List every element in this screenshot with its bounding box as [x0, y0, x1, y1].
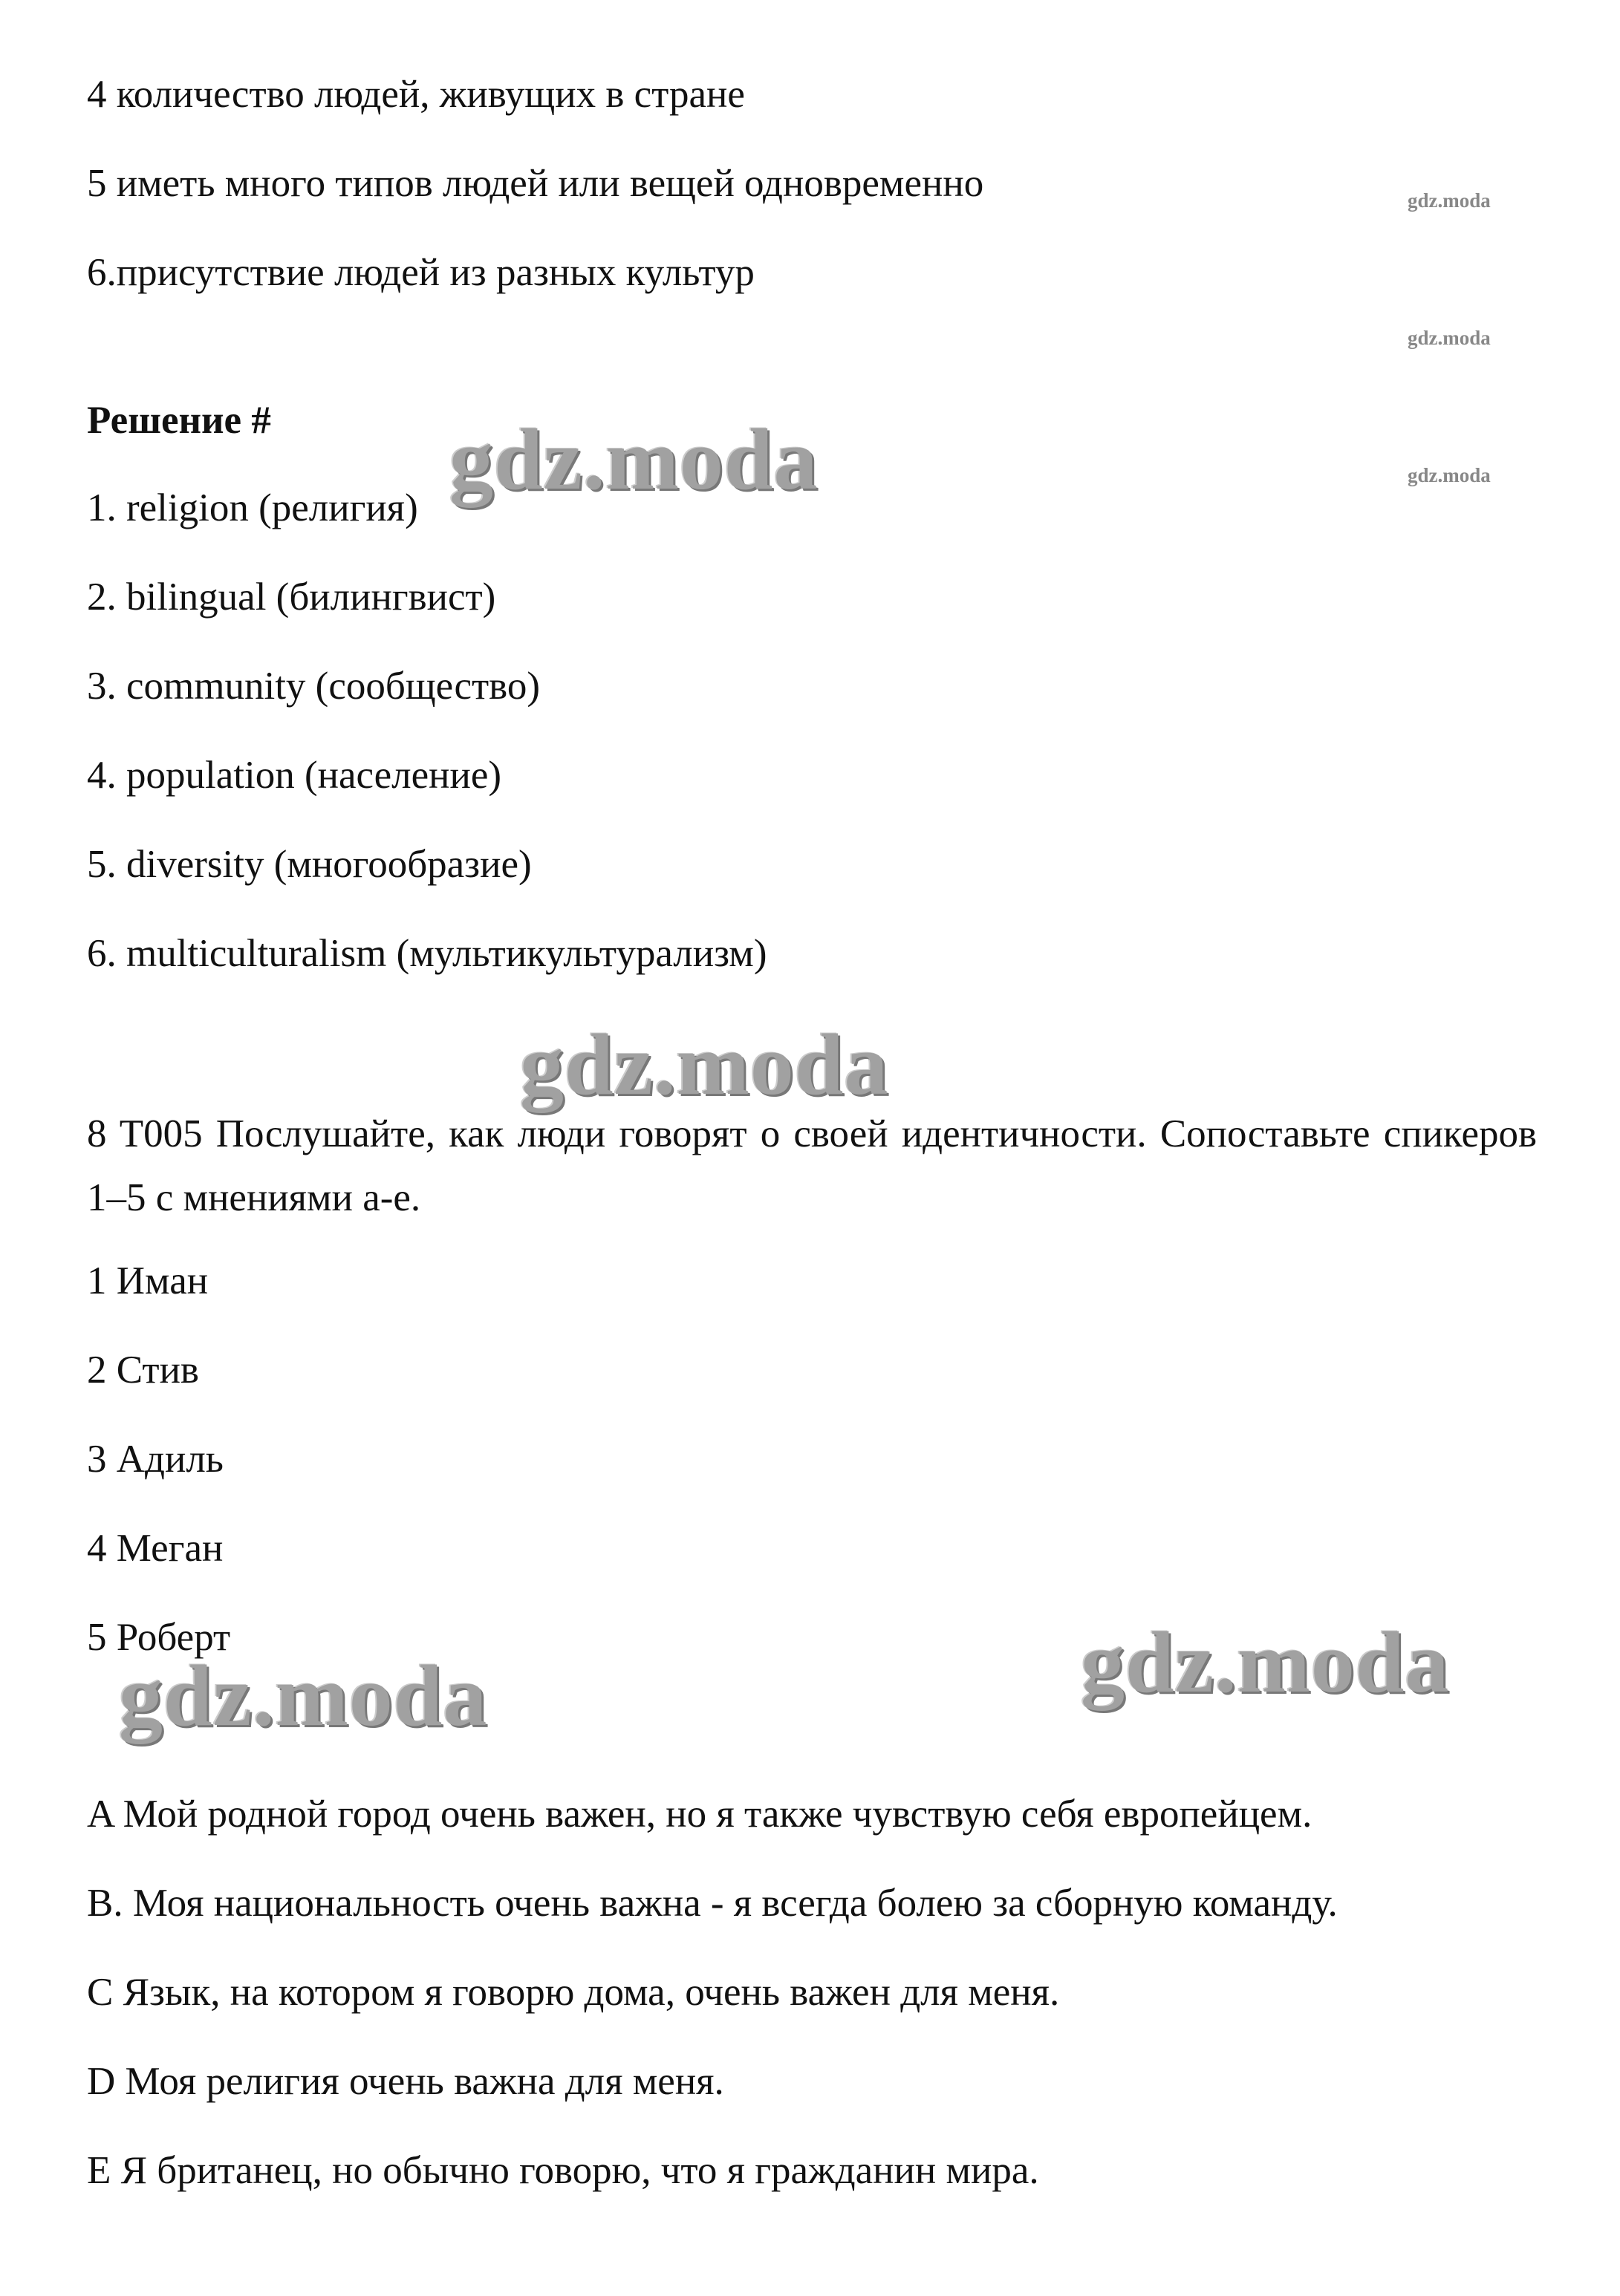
watermark-large: gdz.moda: [1081, 1614, 1450, 1711]
list-item: 4 количество людей, живущих в стране: [87, 73, 745, 116]
speaker-item: 5 Роберт: [87, 1616, 231, 1659]
watermark-large: gdz.moda: [119, 1647, 488, 1744]
solution-item: 1. religion (религия): [87, 486, 418, 529]
solution-item: 3. community (сообщество): [87, 665, 540, 708]
solution-item: 4. population (население): [87, 754, 502, 797]
opinion-item: D Моя религия очень важна для меня.: [87, 2060, 724, 2103]
watermark-large: gdz.moda: [520, 1016, 889, 1113]
list-item: 5 иметь много типов людей или вещей одновременно: [87, 162, 984, 205]
watermark-small: gdz.moda: [1408, 464, 1491, 486]
speaker-item: 3 Адиль: [87, 1438, 224, 1481]
watermark-small: gdz.moda: [1408, 327, 1491, 349]
speaker-item: 1 Иман: [87, 1259, 209, 1302]
solution-heading: Решение #: [87, 399, 271, 442]
opinion-item: C Язык, на котором я говорю дома, очень важен для меня.: [87, 1971, 1060, 2014]
watermark-small: gdz.moda: [1408, 189, 1491, 212]
opinion-item: B. Моя национальность очень важна - я всегда болею за сборную команду.: [87, 1882, 1338, 1925]
solution-item: 5. diversity (многообразие): [87, 843, 532, 886]
speaker-item: 2 Стив: [87, 1348, 199, 1392]
task-instruction: 8 T005 Послушайте, как люди говорят о своей идентичности. Сопоставьте спикеров 1–5 с мнениями a-e.: [87, 1112, 1537, 1219]
solution-item: 6. multiculturalism (мультикультурализм): [87, 932, 767, 975]
watermark-large: gdz.moda: [449, 411, 819, 508]
list-item: 6.присутствие людей из разных культур: [87, 251, 755, 294]
speaker-item: 4 Меган: [87, 1527, 224, 1570]
opinion-item: A Мой родной город очень важен, но я также чувствую себя европейцем.: [87, 1793, 1312, 1836]
solution-item: 2. bilingual (билингвист): [87, 575, 496, 619]
opinion-item: E Я британец, но обычно говорю, что я гражданин мира.: [87, 2149, 1039, 2192]
